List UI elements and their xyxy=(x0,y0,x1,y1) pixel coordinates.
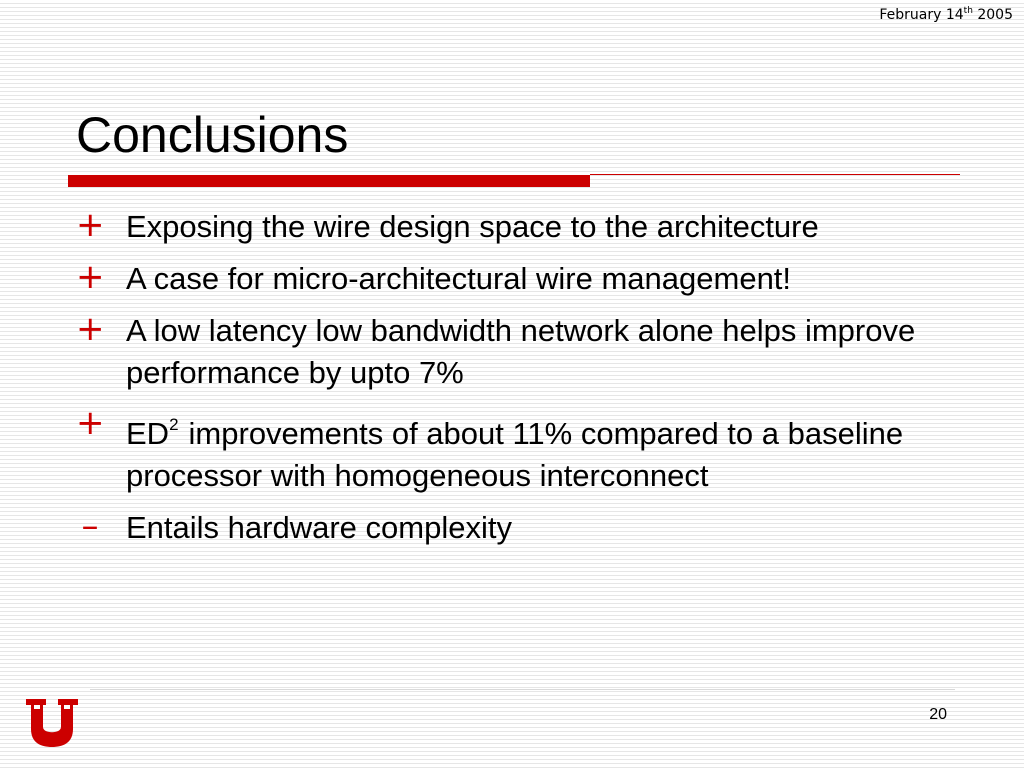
slide-date xyxy=(879,6,1013,23)
page-number: 20 xyxy=(929,706,947,723)
bullet-text: Exposing the wire design space to the architecture xyxy=(126,209,819,244)
footer-divider xyxy=(90,689,955,690)
bullet-item xyxy=(76,310,956,394)
date-suffix: 2005 xyxy=(972,7,1013,23)
slide-title: Conclusions xyxy=(76,107,349,163)
title-underline-thick xyxy=(68,175,590,187)
bullet-text-prefix: ED xyxy=(126,416,170,451)
plus-icon: + xyxy=(76,403,105,443)
bullet-superscript: 2 xyxy=(169,415,179,434)
bullet-item xyxy=(76,258,956,300)
bullet-text: A case for micro-architectural wire management! xyxy=(126,261,792,296)
bullet-item xyxy=(76,206,956,248)
minus-icon: – xyxy=(81,506,99,546)
bullet-text: improvements of about 11% compared to a baseline processor with homogeneous interconnect xyxy=(126,416,904,493)
bullet-item xyxy=(76,404,956,497)
bullet-text: A low latency low bandwidth network alone helps improve performance by upto 7% xyxy=(126,313,916,390)
university-logo-icon xyxy=(26,699,78,747)
plus-icon: + xyxy=(76,309,105,349)
title-underline-thin xyxy=(590,174,960,175)
bullet-text: Entails hardware complexity xyxy=(126,510,512,545)
plus-icon: + xyxy=(76,205,105,245)
bullet-list xyxy=(76,206,956,559)
date-superscript: th xyxy=(963,6,973,16)
bullet-item xyxy=(76,507,956,549)
plus-icon: + xyxy=(76,257,105,297)
date-prefix: February 14 xyxy=(879,7,964,23)
